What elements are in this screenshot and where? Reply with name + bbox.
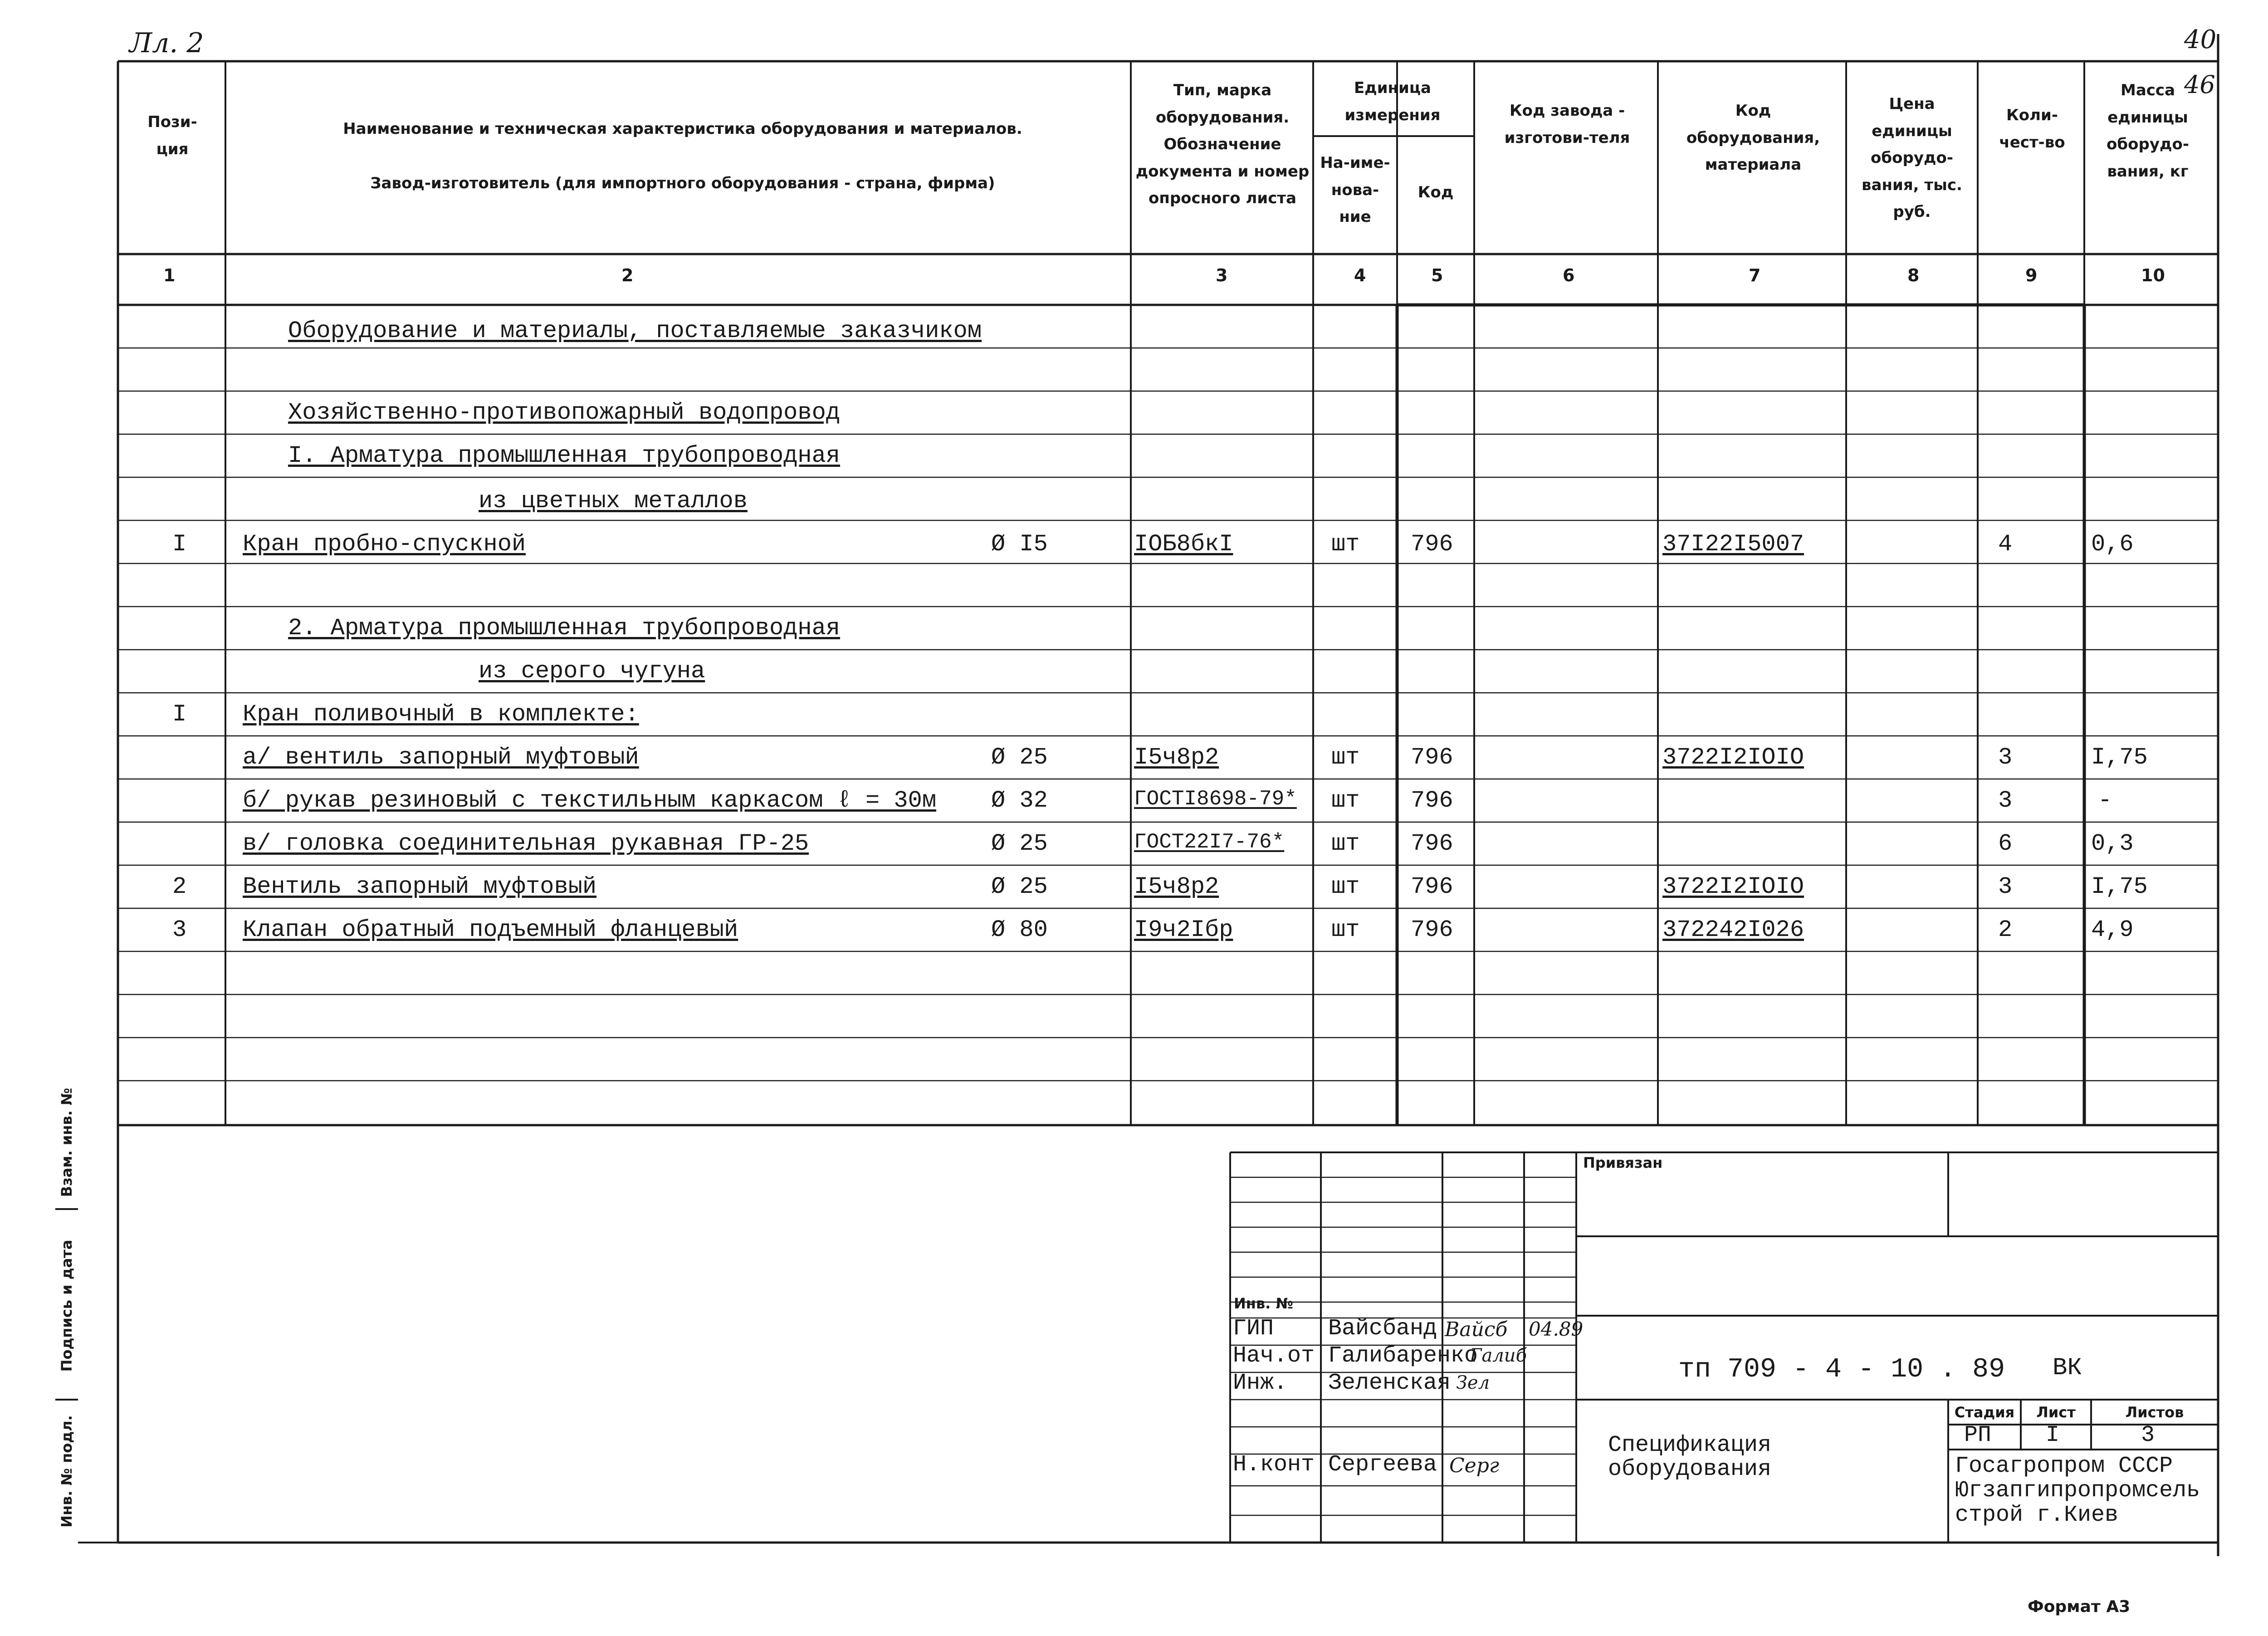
row-mass: I,75 xyxy=(2091,873,2148,900)
side-stamp-signature-date: Подпись и дата xyxy=(58,1239,75,1372)
row-unit: шт xyxy=(1331,531,1360,558)
row-unit-code: 796 xyxy=(1411,873,1453,900)
row-unit-code: 796 xyxy=(1411,744,1453,771)
row-type: ГОСТI8698-79* xyxy=(1134,787,1297,811)
row-type: I5ч8р2 xyxy=(1134,873,1219,900)
row-quantity: 3 xyxy=(1998,873,2013,900)
row-unit-code: 796 xyxy=(1411,830,1453,857)
row-position: 3 xyxy=(172,916,187,943)
sheets-value: 3 xyxy=(2141,1422,2155,1448)
row-name: Кран пробно-спускной xyxy=(243,531,526,558)
col-number: 9 xyxy=(2025,265,2038,285)
stage-value: РП xyxy=(1964,1422,1992,1448)
row-position: 2 xyxy=(172,873,187,900)
row-unit: шт xyxy=(1331,873,1360,900)
row-type: ГОСТ22I7-76* xyxy=(1134,830,1285,854)
row-name: Вентиль запорный муфтовый xyxy=(243,873,597,900)
sheet-value: I xyxy=(2046,1422,2060,1448)
col1-header: Пози-ция xyxy=(147,113,197,158)
section-title: Оборудование и материалы, поставляемые заказчиком xyxy=(288,318,982,344)
row-diameter: Ø 80 xyxy=(991,916,1048,943)
role-engineer: Инж. xyxy=(1233,1370,1288,1396)
page-number-secondary: 46 xyxy=(2184,70,2215,99)
row-equipment-code: 3722I2IOIO xyxy=(1662,744,1804,771)
section-title: Хозяйственно-противопожарный водопровод xyxy=(288,399,840,426)
row-unit: шт xyxy=(1331,916,1360,943)
group-title: из цветных металлов xyxy=(479,488,748,514)
document-code: тп 709 - 4 - 10 . 89 xyxy=(1678,1354,2005,1385)
row-equipment-code: 3722I2IOIO xyxy=(1662,873,1804,900)
row-equipment-code: 37I22I5007 xyxy=(1662,531,1804,558)
row-unit: шт xyxy=(1331,830,1360,857)
side-stamp-original-inventory: Инв. № подл. xyxy=(58,1415,75,1528)
group-title: из серого чугуна xyxy=(479,658,705,685)
side-stamp-replacement: Взам. инв. № xyxy=(58,1087,75,1197)
col-number: 10 xyxy=(2141,265,2165,285)
signature-engineer: Зел xyxy=(1456,1372,1490,1393)
corner-note: Лл. 2 xyxy=(129,27,204,59)
unit-group-header: Единица измерения xyxy=(1344,79,1441,124)
col-number: 6 xyxy=(1563,265,1575,285)
row-mass: I,75 xyxy=(2091,744,2148,771)
date-gip: 04.89 xyxy=(1529,1318,1584,1340)
col9-header: Коли-чест-во xyxy=(1999,106,2065,152)
row-position: I xyxy=(172,701,187,728)
row-unit: шт xyxy=(1331,787,1360,814)
row-quantity: 4 xyxy=(1998,531,2013,558)
col-number: 5 xyxy=(1431,265,1443,285)
sheet-label: Лист xyxy=(2036,1404,2076,1421)
group-title: I. Арматура промышленная трубопроводная xyxy=(288,442,840,469)
row-type: IOБ8бкI xyxy=(1134,531,1233,558)
col-number: 3 xyxy=(1216,265,1228,285)
row-name: в/ головка соединительная рукавная ГР-25 xyxy=(243,830,809,857)
name-head-dept: Галибаренко xyxy=(1328,1343,1478,1369)
col-number: 8 xyxy=(1907,265,1920,285)
row-mass: 4,9 xyxy=(2091,916,2134,943)
row-unit: шт xyxy=(1331,744,1360,771)
bound-to-label: Привязан xyxy=(1583,1154,1663,1171)
row-type: I9ч2Iбр xyxy=(1134,916,1233,943)
row-name: Клапан обратный подъемный фланцевый xyxy=(243,916,738,943)
role-head-dept: Нач.от xyxy=(1233,1343,1315,1369)
row-unit-code: 796 xyxy=(1411,787,1453,814)
row-name: а/ вентиль запорный муфтовый xyxy=(243,744,639,771)
row-mass: - xyxy=(2098,787,2112,814)
paper-format: Формат А3 xyxy=(2028,1597,2131,1616)
row-mass: 0,3 xyxy=(2091,830,2134,857)
row-name: б/ рукав резиновый с текстильным каркасом ℓ = 30м xyxy=(243,787,937,814)
name-norm-control: Сергеева xyxy=(1328,1452,1437,1478)
col5-header: Код xyxy=(1418,183,1454,201)
col3-header: Тип, марка оборудования. Обозначение документа и номер опросного листа xyxy=(1135,81,1310,207)
col6-header: Код завода - изготови-теля xyxy=(1504,102,1630,147)
row-type: I5ч8р2 xyxy=(1134,744,1219,771)
row-position: I xyxy=(172,531,187,558)
inventory-label: Инв. № xyxy=(1234,1295,1293,1312)
row-unit-code: 796 xyxy=(1411,531,1453,558)
stage-label: Стадия xyxy=(1954,1404,2015,1421)
col-number: 7 xyxy=(1749,265,1761,285)
col7-header: Код оборудования, материала xyxy=(1686,102,1820,174)
row-diameter: Ø 25 xyxy=(991,830,1048,857)
row-mass: 0,6 xyxy=(2091,531,2134,558)
signature-gip: Вайсб xyxy=(1445,1318,1508,1341)
signature-norm-control: Серг xyxy=(1449,1454,1500,1477)
row-diameter: Ø 25 xyxy=(991,873,1048,900)
col-number: 1 xyxy=(163,265,176,285)
col2-header: Наименование и техническая характеристика оборудования и материалов. xyxy=(343,120,1022,138)
role-norm-control: Н.конт xyxy=(1233,1452,1315,1478)
col-number: 4 xyxy=(1354,265,1366,285)
row-unit-code: 796 xyxy=(1411,916,1453,943)
organization: Госагропром СССР Югзапгипропромсель строй г.Киев xyxy=(1955,1453,2200,1528)
row-quantity: 6 xyxy=(1998,830,2013,857)
sheets-label: Листов xyxy=(2125,1404,2184,1421)
name-engineer: Зеленская xyxy=(1328,1370,1451,1396)
row-diameter: Ø 25 xyxy=(991,744,1048,771)
document-title: Спецификация оборудования xyxy=(1608,1432,1772,1482)
column-numbers-row xyxy=(0,265,2268,293)
group-title: 2. Арматура промышленная трубопроводная xyxy=(288,615,840,642)
row-quantity: 3 xyxy=(1998,744,2013,771)
role-gip: ГИП xyxy=(1233,1316,1274,1342)
signature-head-dept: Галиб xyxy=(1470,1345,1527,1366)
row-diameter: Ø I5 xyxy=(991,531,1048,558)
page-number: 40 xyxy=(2184,25,2217,54)
section-code: ВК xyxy=(2053,1354,2082,1382)
row-quantity: 3 xyxy=(1998,787,2013,814)
col4-header: На-име-нова-ние xyxy=(1320,154,1390,226)
row-name: Кран поливочный в комплекте: xyxy=(243,701,639,728)
row-diameter: Ø 32 xyxy=(991,787,1048,814)
col-number: 2 xyxy=(621,265,634,285)
row-equipment-code: 372242I026 xyxy=(1662,916,1804,943)
col2-subheader: Завод-изготовитель (для импортного оборудования - страна, фирма) xyxy=(370,174,995,192)
row-quantity: 2 xyxy=(1998,916,2013,943)
col10-header: Масса единицы оборудо-вания, кг xyxy=(2107,81,2189,181)
name-gip: Вайсбанд xyxy=(1328,1316,1437,1342)
col8-header: Цена единицы оборудо-вания, тыс. руб. xyxy=(1862,95,1962,221)
